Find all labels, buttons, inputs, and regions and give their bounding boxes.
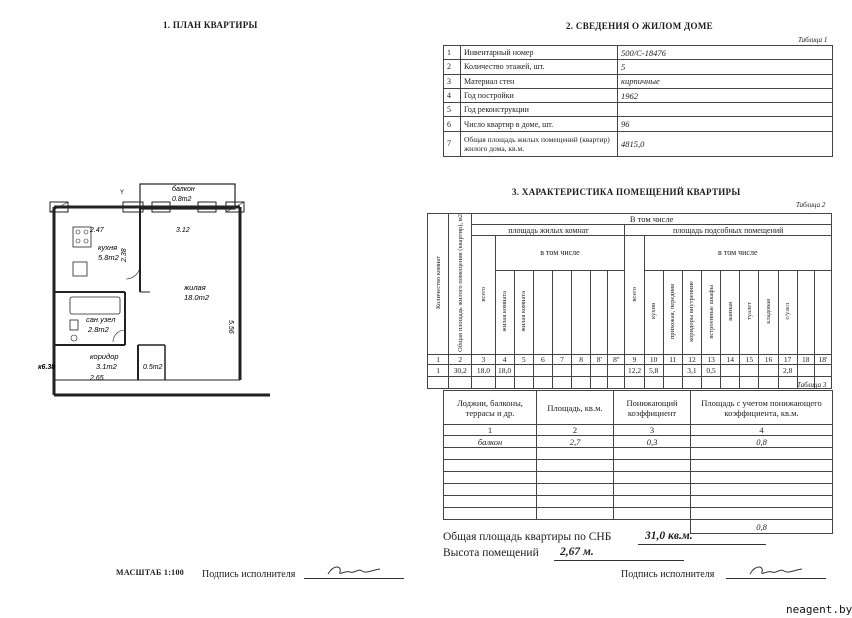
rooms-table: Количество комнат Общая площадь жилого помещения (квартир), м2 В том числе площадь жилых комнат площадь подсобных помещений всего в том числе всего в том числе жилая комната жилая комната кухня прихожая, передняя коридоры внутренние встроенные шкафы ванная туалет кладовая с/узел 1 2 3 4 5 6 7 8 8' 8'' 9 10 11 12 13 14 15 16 17 18 18' 1 30,2 18,0 18,0 12,2 5,8 3,1 0,5 2,8 <box>427 213 832 389</box>
section3-title: 3. ХАРАКТЕРИСТИКА ПОМЕЩЕНИЙ КВАРТИРЫ <box>512 187 741 197</box>
plan-title: 1. ПЛАН КВАРТИРЫ <box>163 20 258 30</box>
table1-caption: Таблица 1 <box>798 36 828 44</box>
balcony-area: 0.8m2 <box>172 196 192 203</box>
left-signature-label: Подпись исполнителя <box>202 569 296 580</box>
table-row: 2 Количество этажей, шт. 5 <box>444 60 833 74</box>
total-area-value: 31,0 кв.м. <box>645 530 693 542</box>
table-num-row: 1 2 3 4 5 6 7 8 8' 8'' 9 10 11 12 13 14 15 16 17 18 18' <box>428 354 832 364</box>
table3-caption: Таблица 3 <box>797 381 827 389</box>
table-row: 4 Год постройки 1962 <box>444 88 833 102</box>
total-area-line <box>638 544 766 545</box>
corridor-label: коридор <box>90 352 119 361</box>
left-signature <box>326 562 382 580</box>
section2-title: 2. СВЕДЕНИЯ О ЖИЛОМ ДОМЕ <box>566 21 713 31</box>
kitchen-area: 5.8m2 <box>98 253 119 262</box>
watermark: neagent.by <box>786 603 852 616</box>
height-label: Высота помещений <box>443 547 539 559</box>
living-area: 18.0m2 <box>184 293 210 302</box>
dim-265: 2.65 <box>90 375 104 382</box>
table-row: 1 30,2 18,0 18,0 12,2 5,8 3,1 0,5 2,8 <box>428 364 832 376</box>
scale-label: МАСШТАБ 1:100 <box>116 568 185 577</box>
bath-label: сан.узел <box>86 315 116 324</box>
balcony-label: балкон <box>172 186 195 193</box>
col-total-header: Общая площадь жилого помещения (квартир), м2 <box>456 214 464 352</box>
table-row: балкон 2,7 0,3 0,8 <box>444 436 833 448</box>
bath-area: 2.8m2 <box>88 325 109 334</box>
living-group-header: площадь жилых комнат <box>472 225 625 236</box>
height-line <box>554 560 684 561</box>
table-row: 7 Общая площадь жилых помещений (квартир) жилого дома, кв.м. 4815,0 <box>444 131 833 156</box>
house-info-table <box>443 45 833 157</box>
living-label: жилая <box>184 283 206 292</box>
right-signature <box>748 562 804 580</box>
closet-area: 0.5m2 <box>143 364 163 371</box>
table-row: 5 Год реконструкции <box>444 103 833 117</box>
dim-312: 3.12 <box>176 227 190 234</box>
col-rooms-header: Количество комнат <box>434 256 442 310</box>
level-mark: к6.38 <box>38 364 56 371</box>
aux-group-header: площадь подсобных помещений <box>625 225 832 236</box>
corridor-area: 3.1m2 <box>96 362 117 371</box>
incl-header: В том числе <box>472 214 832 225</box>
height-value: 2,67 м. <box>560 546 594 558</box>
table-row: 1 Инвентарный номер 500/С-18476 <box>444 46 833 60</box>
table-row: 6 Число квартир в доме, шт. 96 <box>444 117 833 131</box>
dim-238: 2.38 <box>121 248 128 262</box>
mark-y: Y <box>120 190 125 196</box>
right-signature-label: Подпись исполнителя <box>621 569 715 580</box>
kitchen-label: кухня <box>98 243 118 252</box>
floor-plan <box>40 180 270 420</box>
dim-556: 5.56 <box>227 320 234 334</box>
table3-total: 0,8 <box>691 520 833 534</box>
balcony-table: Лоджии, балконы, террасы и др. Площадь, кв.м. Понижающий коэффициент Площадь с учетом понижающего коэффициента, кв.м. 1 2 3 4 балкон 2,7 0,3 0,8 0,8 <box>443 390 833 534</box>
total-area-label: Общая площадь квартиры по СНБ <box>443 531 612 543</box>
table2-caption: Таблица 2 <box>796 201 826 209</box>
table-row: 3 Материал стен кирпичные <box>444 74 833 88</box>
dim-247: 2.47 <box>90 227 104 234</box>
